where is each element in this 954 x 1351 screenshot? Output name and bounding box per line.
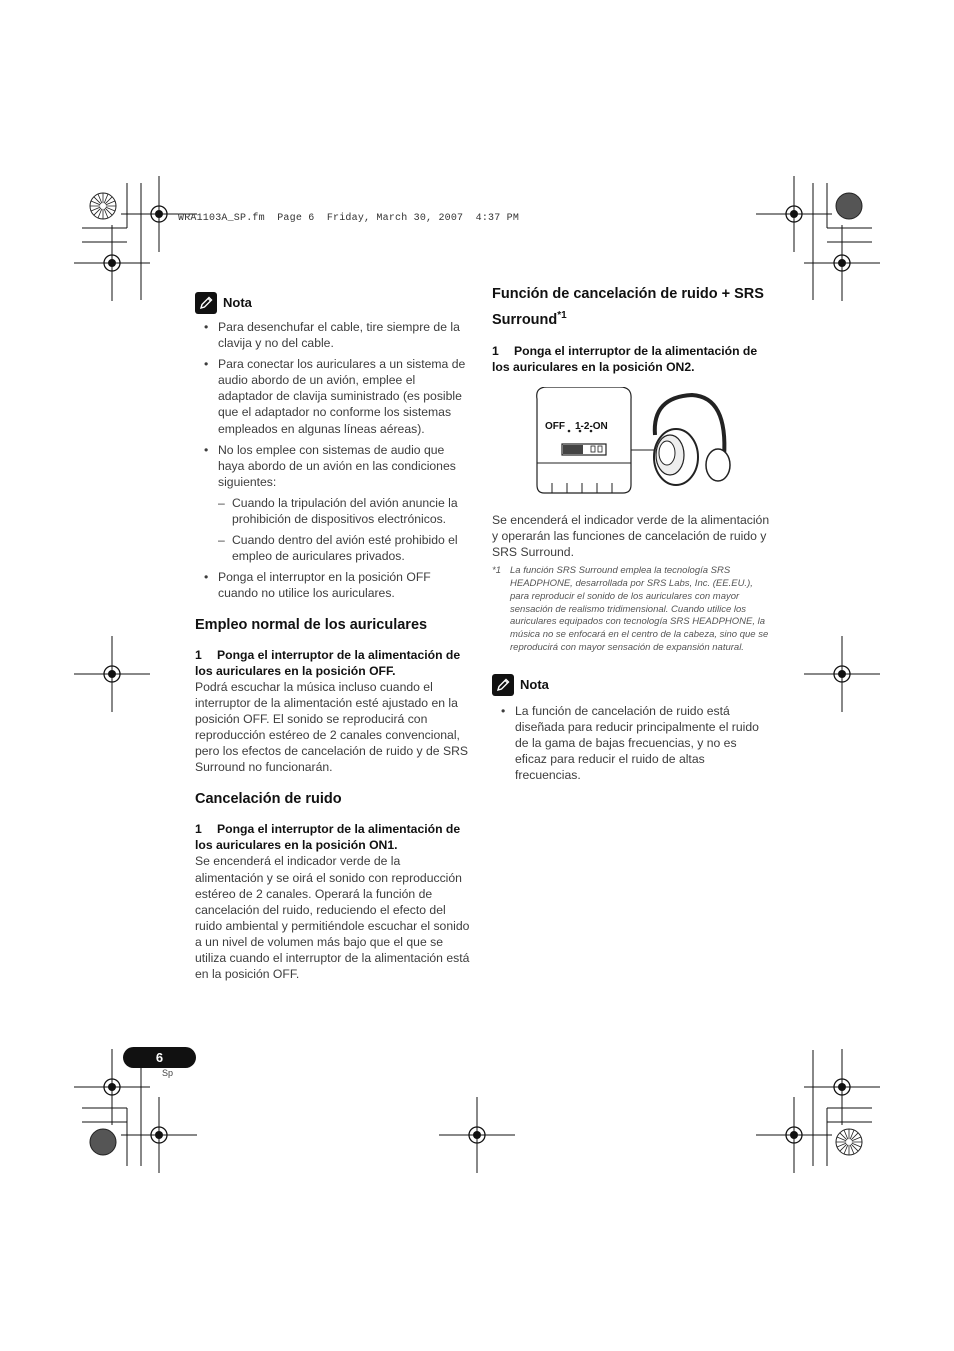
note-list (195, 319, 471, 602)
left-column (195, 291, 471, 982)
note-label: Nota (520, 676, 549, 692)
note-list (492, 703, 770, 783)
sub-list-item: – Cuando dentro del avión esté prohibido el empleo de auriculares privados. (218, 532, 471, 564)
pencil-note-icon (492, 674, 514, 696)
section-title-noise-cancel: Cancelación de ruido (195, 791, 342, 808)
switch-positions-label: 1-2-ON (575, 421, 608, 433)
footnote: *1 La función SRS Surround emplea la tecnología SRS HEADPHONE, desarrollada por SRS Labs, Inc. (EE.EU.), para reproducir el sonido de los auriculares con mayor sensación de realismo tridimensional. Cuando utilice los auriculares equipados con tecnología SRS HEADPHONE, la música no se enfocará en el centro de la cabeza, sino que se reproducirá con mayor sensación de expansión natural. (492, 565, 769, 654)
section-title-normal-use: Empleo normal de los auriculares (195, 616, 428, 633)
sub-list-item: – Cuando la tripulación del avión anuncie la prohibición de dispositivos electrónicos. (218, 495, 471, 527)
list-item-text: No los emplee con sistemas de audio que haya abordo de un avión en las condiciones siguientes: (218, 442, 456, 489)
step-instruction: 1 Ponga el interruptor de la alimentación de los auriculares en la posición OFF. (195, 647, 461, 678)
section-body: Se encenderá el indicador verde de la alimentación y se oirá el sonido con reproducción estéreo de 2 canales. Operará la función de cancelación del ruido, reduciendo el efecto del ruido ambiental y permitiéndole escuchar el sonido a un nivel de volumen más bajo que el que se utiliza cuando el interruptor de la alimentación está en la posición OFF. (195, 854, 470, 982)
section-body: Se encenderá el indicador verde de la alimentación y operarán las funciones de cancelación de ruido y SRS Surround. (492, 513, 770, 560)
note-header (195, 291, 471, 315)
list-item: • Ponga el interruptor en la posición OFF cuando no utilice los auriculares. (195, 569, 471, 601)
list-item: • Para conectar los auriculares a un sistema de audio abordo de un avión, emplee el adaptador de clavija suministrado (es posible que el adaptador no conforme los sistemas empleados en algunas líneas aéreas). (195, 356, 471, 436)
switch-figure (492, 387, 770, 499)
right-column (492, 284, 770, 788)
page-number-badge: 6 (123, 1047, 196, 1068)
headphone-illustration (492, 387, 770, 499)
pencil-note-icon (195, 292, 217, 314)
section-title-srs: Función de cancelación de ruido + SRS Surround$^{*1}$ (492, 286, 764, 328)
note-label: Nota (223, 294, 252, 310)
switch-off-label: OFF (545, 421, 565, 433)
section-body: Podrá escuchar la música incluso cuando el interruptor de la alimentación esté ajustado en la posición OFF. El sonido se reproducirá con reproducción estéreo de 2 canales convencional, pero los efectos de cancelación de ruido y de SRS Surround no funcionarán. (195, 679, 469, 775)
language-code: Sp (162, 1068, 174, 1078)
sub-list (218, 495, 471, 564)
file-info-header: WRA1103A_SP.fm Page 6 Friday, March 30, 2007 4:37 PM (178, 213, 520, 224)
step-instruction: 1 Ponga el interruptor de la alimentación de los auriculares en la posición ON1. (195, 822, 461, 853)
note-header (492, 673, 770, 697)
list-item: • La función de cancelación de ruido está diseñada para reducir principalmente el ruido de la gama de bajas frecuencias, y no es eficaz para reducir el ruido de altas frecuencias. (492, 703, 770, 783)
list-item (195, 442, 471, 565)
step-instruction: 1 Ponga el interruptor de la alimentación de los auriculares en la posición ON2. (492, 343, 758, 374)
list-item: • Para desenchufar el cable, tire siempre de la clavija y no del cable. (195, 319, 471, 351)
